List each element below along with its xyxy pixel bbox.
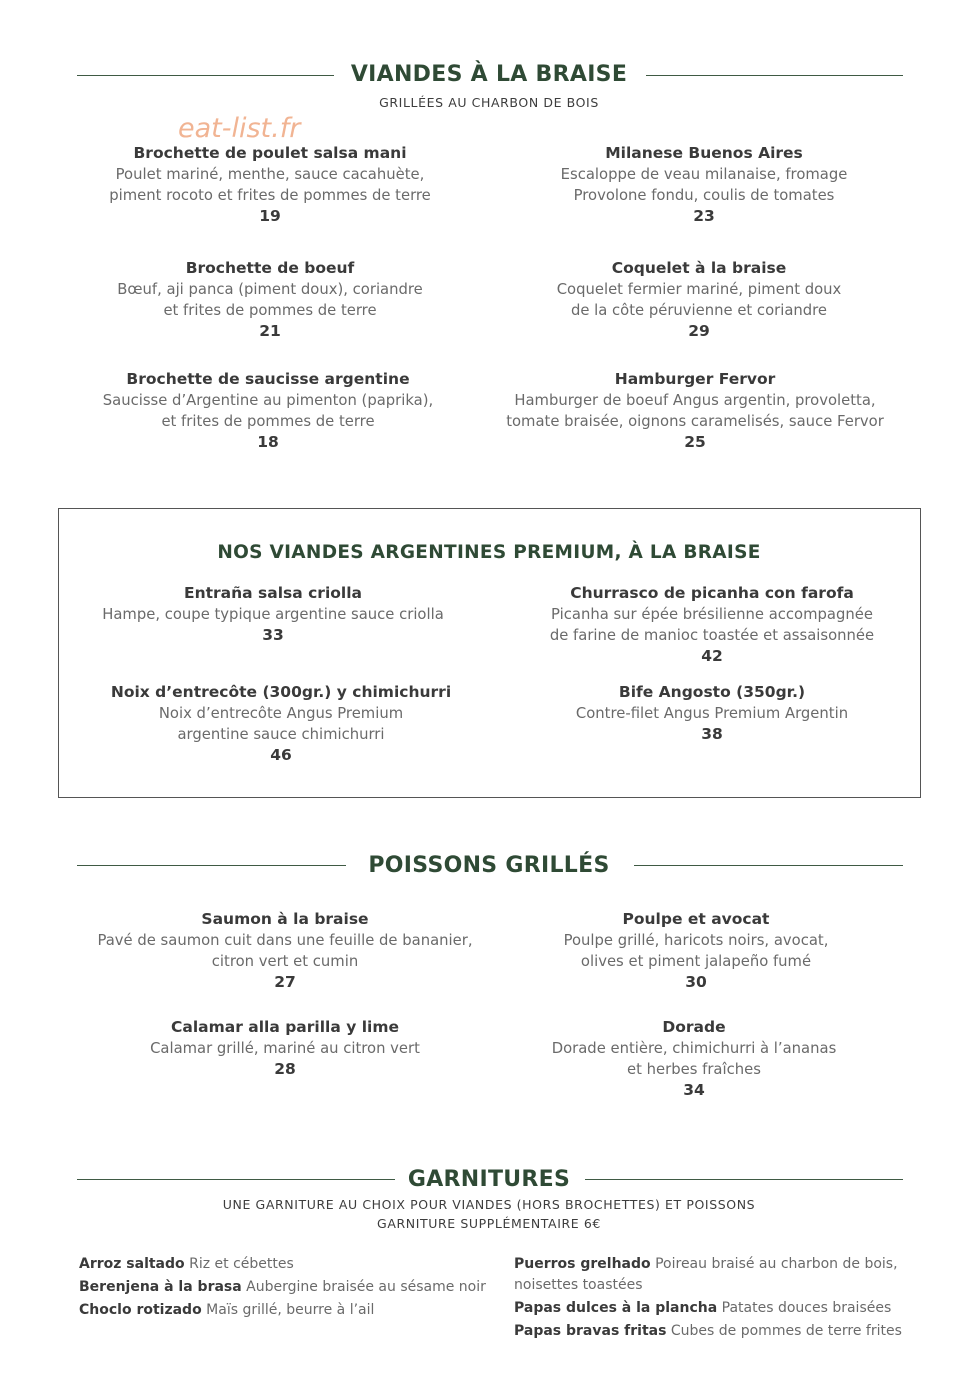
section-title-viandes: VIANDES À LA BRAISE [350,62,628,87]
item-desc: Poulpe grillé, haricots noirs, avocat, [563,932,829,949]
item-desc: Poulet mariné, menthe, sauce cacahuète, [115,166,425,183]
item-price: 34 [683,1081,705,1099]
garniture-name: Puerros grelhado [514,1256,651,1272]
item-desc: tomate braisée, oignons caramelisés, sauce Fervor [506,413,884,430]
item-price: 25 [684,433,706,451]
item-name: Dorade [662,1018,726,1036]
menu-item [75,1017,495,1080]
item-price: 42 [701,647,723,665]
item-price: 21 [259,322,281,340]
item-name: Coquelet à la braise [611,259,787,277]
item-price: 38 [701,725,723,743]
garniture-list-left [79,1254,499,1321]
section-subtitle-viandes: GRILLÉES AU CHARBON DE BOIS [379,95,599,110]
menu-item [494,143,914,227]
item-desc: Hampe, coupe typique argentine sauce criolla [102,606,444,623]
item-desc: Saucisse d’Argentine au pimenton (paprika), [102,392,434,409]
garniture-item [79,1300,499,1321]
garniture-desc: Riz et cébettes [189,1256,294,1272]
item-name: Noix d’entrecôte (300gr.) y chimichurri [110,683,452,701]
section-title-garnitures: GARNITURES [407,1167,571,1192]
item-desc: Coquelet fermier mariné, piment doux [556,281,842,298]
item-desc: de la côte péruvienne et coriandre [570,302,828,319]
item-desc: et frites de pommes de terre [163,302,377,319]
section-subtitle-garnitures: UNE GARNITURE AU CHOIX POUR VIANDES (HORS BROCHETTES) ET POISSONS [222,1197,756,1212]
menu-item [502,583,922,667]
item-name: Entraña salsa criolla [184,584,362,602]
garniture-list-right [514,1254,954,1342]
item-name: Calamar alla parilla y lime [171,1018,399,1036]
item-name: Brochette de poulet salsa mani [133,144,407,162]
item-desc: Hamburger de boeuf Angus argentin, provoletta, [514,392,876,409]
item-desc: Bœuf, aji panca (piment doux), coriandre [117,281,423,298]
item-desc: citron vert et cumin [211,953,359,970]
item-price: 33 [262,626,284,644]
garniture-item [514,1321,954,1342]
garniture-desc: Maïs grillé, beurre à l’ail [206,1302,375,1318]
watermark: eat-list.fr [178,113,301,144]
item-desc: Pavé de saumon cuit dans une feuille de bananier, [97,932,473,949]
item-desc: et herbes fraîches [627,1061,761,1078]
section-title-premium: NOS VIANDES ARGENTINES PREMIUM, À LA BRAISE [217,542,761,563]
garniture-name: Arroz saltado [79,1256,185,1272]
item-name: Bife Angosto (350gr.) [618,683,806,701]
item-desc: argentine sauce chimichurri [177,726,385,743]
menu-item [71,682,491,766]
menu-item [73,583,473,646]
item-price: 46 [270,746,292,764]
item-desc: Dorade entière, chimichurri à l’ananas [551,1040,837,1057]
section-subtitle-supplement: GARNITURE SUPPLÉMENTAIRE 6€ [377,1216,601,1231]
item-name: Brochette de saucisse argentine [126,370,410,388]
item-price: 23 [693,207,715,225]
menu-item [484,1017,904,1101]
garniture-name: Berenjena à la brasa [79,1279,242,1295]
item-name: Saumon à la braise [201,910,369,928]
menu-item [70,258,470,342]
garniture-item [79,1254,499,1275]
item-desc: Calamar grillé, mariné au citron vert [150,1040,420,1057]
item-desc: Noix d’entrecôte Angus Premium [158,705,404,722]
garniture-desc: Cubes de pommes de terre frites [670,1323,902,1339]
item-price: 30 [685,973,707,991]
item-desc: Contre-filet Angus Premium Argentin [575,705,849,722]
item-name: Hamburger Fervor [614,370,776,388]
item-desc: Picanha sur épée brésilienne accompagnée [551,606,873,623]
item-name: Brochette de boeuf [185,259,355,277]
menu-item [75,909,495,993]
item-desc: olives et piment jalapeño fumé [580,953,812,970]
garniture-item [514,1254,954,1296]
menu-item [502,682,922,745]
menu-item [70,143,470,227]
garniture-name: Choclo rotizado [79,1302,202,1318]
garniture-item [514,1298,954,1319]
garniture-name: Papas bravas fritas [514,1323,667,1339]
item-desc: Provolone fondu, coulis de tomates [573,187,835,204]
item-price: 29 [688,322,710,340]
item-name: Milanese Buenos Aires [605,144,803,162]
item-price: 28 [274,1060,296,1078]
item-desc: de farine de manioc toastée et assaisonnée [549,627,875,644]
item-price: 19 [259,207,281,225]
item-name: Churrasco de picanha con farofa [570,584,854,602]
item-name: Poulpe et avocat [622,910,770,928]
menu-item [486,909,906,993]
garniture-desc: Aubergine braisée au sésame noir [246,1279,486,1295]
garniture-desc: noisettes toastées [514,1277,643,1293]
section-title-poissons: POISSONS GRILLÉS [368,853,610,878]
item-desc: Escaloppe de veau milanaise, fromage [560,166,848,183]
garniture-name: Papas dulces à la plancha [514,1300,718,1316]
item-desc: et frites de pommes de terre [161,413,375,430]
menu-item [480,369,910,453]
item-price: 18 [257,433,279,451]
garniture-item [79,1277,499,1298]
garniture-desc: Poireau braisé au charbon de bois, [655,1256,898,1272]
item-desc: piment rocoto et frites de pommes de terre [109,187,431,204]
menu-item [58,369,478,453]
item-price: 27 [274,973,296,991]
garniture-desc: Patates douces braisées [721,1300,892,1316]
menu-item [489,258,909,342]
